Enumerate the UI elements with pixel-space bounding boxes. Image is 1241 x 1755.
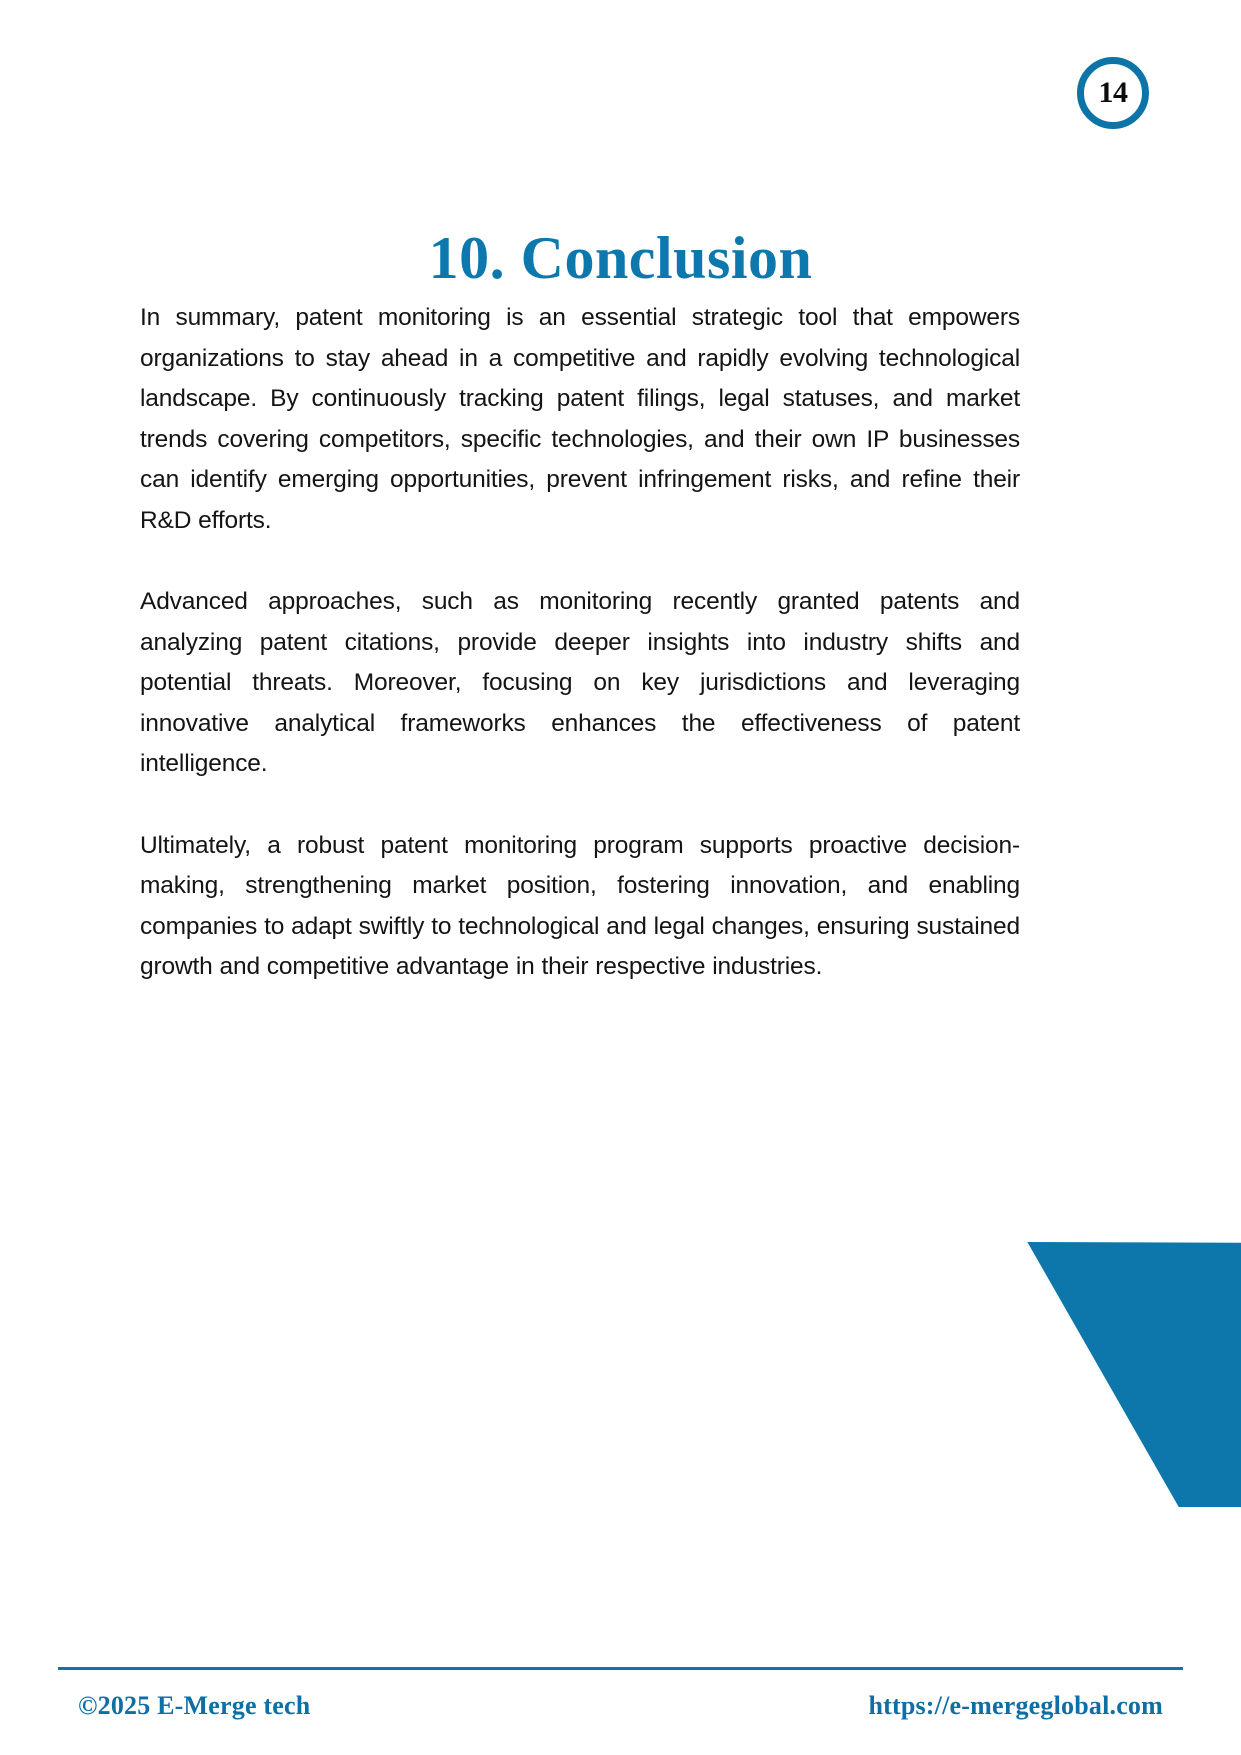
footer-website-link[interactable]: https://e-mergeglobal.com xyxy=(868,1691,1163,1720)
page-number-label: 14 xyxy=(1098,76,1128,109)
page-footer xyxy=(78,1683,1163,1729)
paragraph-2: Advanced approaches, such as monitoring recently granted patents and analyzing patent citations, provide deeper insights into industry shifts and potential threats. Moreover, focusing on key jurisdictions and leveraging innovative analytical frameworks enhances the effectiveness of patent intelligence. xyxy=(140,588,1020,777)
page-number-badge xyxy=(1077,57,1149,129)
footer-copyright: ©2025 E-Merge tech xyxy=(78,1691,311,1720)
footer-divider xyxy=(58,1667,1183,1670)
paragraph-1: In summary, patent monitoring is an essential strategic tool that empowers organizations to stay ahead in a competitive and rapidly evolving technological landscape. By continuously tracking patent filings, legal statuses, and market trends covering competitors, specific technologies, and their own IP businesses can identify emerging opportunities, prevent infringement risks, and refine their R&D efforts. xyxy=(140,304,1020,534)
paragraph-3: Ultimately, a robust patent monitoring program supports proactive decision-making, strengthening market position, fostering innovation, and enabling companies to adapt swiftly to technological and legal changes, ensuring sustained growth and competitive advantage in their respective industries. xyxy=(140,831,1020,980)
page-title: 10. Conclusion xyxy=(428,225,813,292)
corner-decoration-shape xyxy=(958,1242,1241,1507)
body-content xyxy=(140,298,1020,988)
